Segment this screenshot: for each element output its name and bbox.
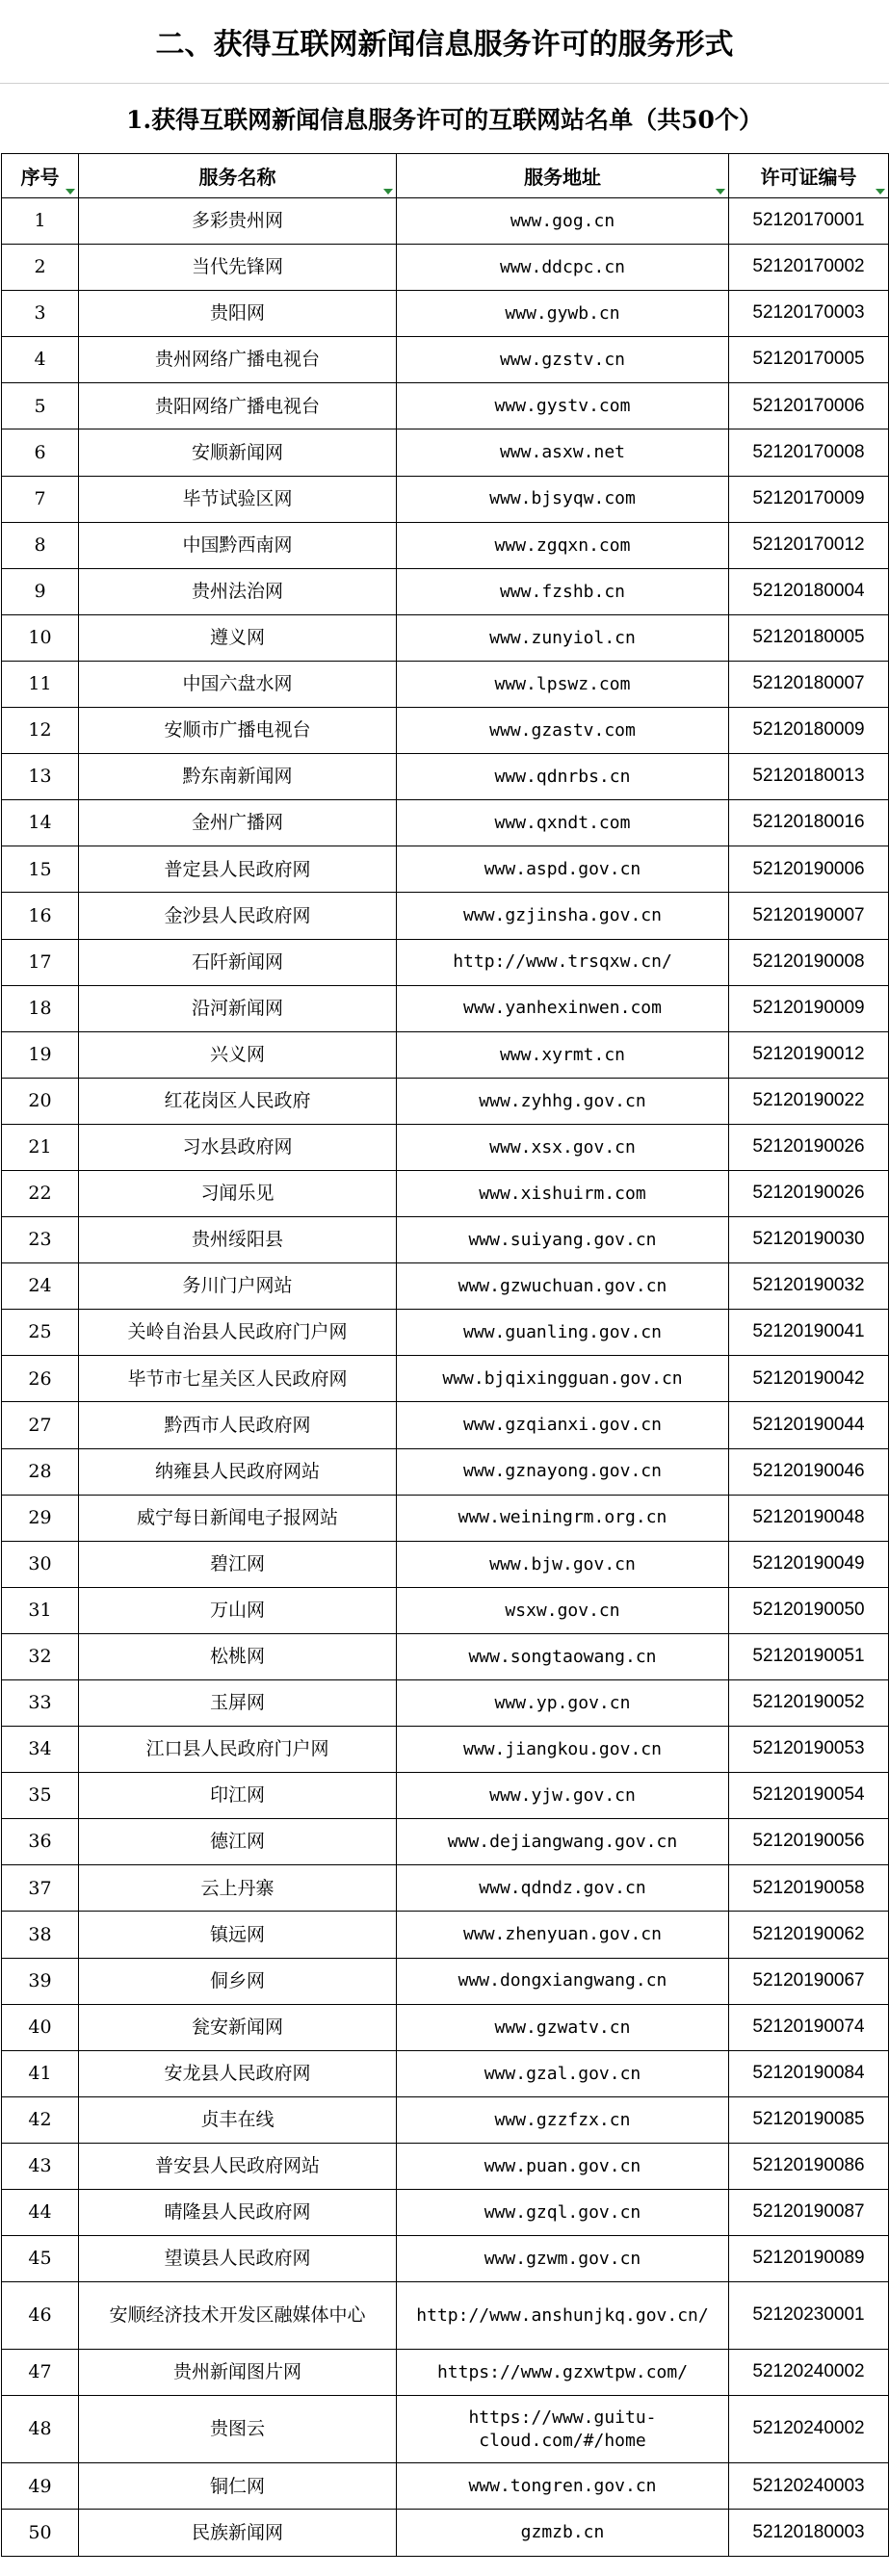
cell-service-name: 威宁每日新闻电子报网站 — [79, 1495, 397, 1541]
cell-service-name: 务川门户网站 — [79, 1263, 397, 1310]
table-row — [2, 291, 889, 337]
cell-license-number: 52120180005 — [729, 614, 889, 661]
cell-index: 29 — [2, 1495, 79, 1541]
cell-license-number: 52120170002 — [729, 245, 889, 291]
cell-license-number: 52120190056 — [729, 1819, 889, 1865]
cell-service-name: 民族新闻网 — [79, 2510, 397, 2556]
cell-license-number: 52120180016 — [729, 800, 889, 846]
cell-index: 42 — [2, 2096, 79, 2143]
table-row — [2, 2004, 889, 2050]
table-row — [2, 893, 889, 939]
section-title: 二、获得互联网新闻信息服务许可的服务形式 — [0, 0, 889, 84]
table-row — [2, 1495, 889, 1541]
cell-license-number: 52120180013 — [729, 754, 889, 800]
cell-index: 2 — [2, 245, 79, 291]
cell-license-number: 52120190046 — [729, 1448, 889, 1495]
cell-index: 14 — [2, 800, 79, 846]
header-service-address[interactable] — [397, 154, 729, 198]
cell-license-number: 52120230001 — [729, 2282, 889, 2350]
cell-index: 23 — [2, 1217, 79, 1263]
cell-index: 8 — [2, 522, 79, 568]
cell-license-number: 52120190026 — [729, 1170, 889, 1216]
cell-license-number: 52120180009 — [729, 708, 889, 754]
cell-service-address: www.jiangkou.gov.cn — [397, 1727, 729, 1773]
cell-service-address: www.tongren.gov.cn — [397, 2463, 729, 2510]
cell-service-name: 当代先锋网 — [79, 245, 397, 291]
cell-service-address: www.gzwuchuan.gov.cn — [397, 1263, 729, 1310]
table-row — [2, 1541, 889, 1587]
cell-service-address: www.lpswz.com — [397, 661, 729, 707]
cell-service-name: 中国黔西南网 — [79, 522, 397, 568]
cell-service-name: 贵州绥阳县 — [79, 1217, 397, 1263]
cell-license-number: 52120170006 — [729, 383, 889, 429]
cell-service-name: 万山网 — [79, 1587, 397, 1633]
cell-license-number: 52120170008 — [729, 429, 889, 476]
cell-service-address: http://www.trsqxw.cn/ — [397, 939, 729, 985]
cell-service-address: www.gznayong.gov.cn — [397, 1448, 729, 1495]
cell-index: 22 — [2, 1170, 79, 1216]
cell-service-name: 中国六盘水网 — [79, 661, 397, 707]
table-row — [2, 1217, 889, 1263]
cell-service-name: 安顺经济技术开发区融媒体中心 — [79, 2282, 397, 2350]
table-row — [2, 2143, 889, 2189]
cell-license-number: 52120190067 — [729, 1958, 889, 2004]
table-row — [2, 800, 889, 846]
cell-license-number: 52120190086 — [729, 2143, 889, 2189]
cell-license-number: 52120170012 — [729, 522, 889, 568]
cell-service-address: www.gystv.com — [397, 383, 729, 429]
cell-service-name: 安顺市广播电视台 — [79, 708, 397, 754]
cell-service-address: www.gzwatv.cn — [397, 2004, 729, 2050]
cell-index: 50 — [2, 2510, 79, 2556]
cell-license-number: 52120180004 — [729, 568, 889, 614]
cell-service-address: www.gzal.gov.cn — [397, 2050, 729, 2096]
cell-service-address: www.xsx.gov.cn — [397, 1124, 729, 1170]
cell-license-number: 52120190006 — [729, 846, 889, 893]
cell-service-name: 侗乡网 — [79, 1958, 397, 2004]
cell-index: 46 — [2, 2282, 79, 2350]
cell-license-number: 52120240002 — [729, 2396, 889, 2463]
cell-index: 44 — [2, 2190, 79, 2236]
cell-service-address: www.gzql.gov.cn — [397, 2190, 729, 2236]
cell-index: 34 — [2, 1727, 79, 1773]
cell-index: 13 — [2, 754, 79, 800]
table-row — [2, 1124, 889, 1170]
cell-license-number: 52120190041 — [729, 1310, 889, 1356]
table-row — [2, 661, 889, 707]
cell-service-address: www.zgqxn.com — [397, 522, 729, 568]
cell-service-name: 印江网 — [79, 1773, 397, 1819]
cell-service-address: www.gog.cn — [397, 198, 729, 245]
cell-service-address: www.zhenyuan.gov.cn — [397, 1912, 729, 1958]
cell-license-number: 52120170005 — [729, 337, 889, 383]
cell-license-number: 52120180003 — [729, 2510, 889, 2556]
cell-index: 19 — [2, 1031, 79, 1078]
table-row — [2, 2282, 889, 2350]
cell-license-number: 52120190058 — [729, 1865, 889, 1912]
table-row — [2, 1448, 889, 1495]
cell-service-name: 多彩贵州网 — [79, 198, 397, 245]
cell-service-name: 习闻乐见 — [79, 1170, 397, 1216]
table-row — [2, 1958, 889, 2004]
table-row — [2, 383, 889, 429]
cell-index: 33 — [2, 1680, 79, 1727]
cell-service-name: 金沙县人民政府网 — [79, 893, 397, 939]
cell-service-address: www.aspd.gov.cn — [397, 846, 729, 893]
cell-service-address: www.gzqianxi.gov.cn — [397, 1402, 729, 1448]
cell-service-address: www.yp.gov.cn — [397, 1680, 729, 1727]
cell-service-name: 关岭自治县人民政府门户网 — [79, 1310, 397, 1356]
table-row — [2, 2190, 889, 2236]
table-row — [2, 522, 889, 568]
cell-service-name: 云上丹寨 — [79, 1865, 397, 1912]
cell-service-address: www.qxndt.com — [397, 800, 729, 846]
cell-service-address: www.guanling.gov.cn — [397, 1310, 729, 1356]
cell-service-address: www.xyrmt.cn — [397, 1031, 729, 1078]
cell-index: 20 — [2, 1078, 79, 1124]
cell-license-number: 52120190032 — [729, 1263, 889, 1310]
cell-license-number: 52120190085 — [729, 2096, 889, 2143]
cell-service-name: 望谟县人民政府网 — [79, 2236, 397, 2282]
cell-service-address: www.gywb.cn — [397, 291, 729, 337]
table-row — [2, 1680, 889, 1727]
cell-license-number: 52120190053 — [729, 1727, 889, 1773]
cell-service-address: www.suiyang.gov.cn — [397, 1217, 729, 1263]
cell-service-address: www.puan.gov.cn — [397, 2143, 729, 2189]
cell-license-number: 52120190089 — [729, 2236, 889, 2282]
cell-service-address: www.bjw.gov.cn — [397, 1541, 729, 1587]
filter-dropdown-icon[interactable] — [716, 189, 725, 195]
cell-service-address: www.bjqixingguan.gov.cn — [397, 1356, 729, 1402]
cell-license-number: 52120190044 — [729, 1402, 889, 1448]
cell-index: 49 — [2, 2463, 79, 2510]
cell-index: 31 — [2, 1587, 79, 1633]
cell-service-address: www.xishuirm.com — [397, 1170, 729, 1216]
cell-service-name: 习水县政府网 — [79, 1124, 397, 1170]
cell-service-name: 红花岗区人民政府 — [79, 1078, 397, 1124]
table-row — [2, 1310, 889, 1356]
cell-index: 18 — [2, 985, 79, 1031]
cell-license-number: 52120190087 — [729, 2190, 889, 2236]
cell-index: 15 — [2, 846, 79, 893]
cell-service-name: 碧江网 — [79, 1541, 397, 1587]
cell-index: 30 — [2, 1541, 79, 1587]
header-service-name-label: 服务名称 — [198, 166, 276, 189]
cell-service-name: 遵义网 — [79, 614, 397, 661]
table-row — [2, 1170, 889, 1216]
cell-index: 41 — [2, 2050, 79, 2096]
cell-index: 38 — [2, 1912, 79, 1958]
cell-service-name: 镇远网 — [79, 1912, 397, 1958]
table-row — [2, 1633, 889, 1679]
cell-license-number: 52120190048 — [729, 1495, 889, 1541]
cell-index: 9 — [2, 568, 79, 614]
table-row — [2, 1356, 889, 1402]
cell-service-name: 毕节试验区网 — [79, 476, 397, 522]
cell-service-name: 贞丰在线 — [79, 2096, 397, 2143]
cell-index: 39 — [2, 1958, 79, 2004]
cell-service-name: 普定县人民政府网 — [79, 846, 397, 893]
cell-license-number: 52120190074 — [729, 2004, 889, 2050]
cell-service-name: 沿河新闻网 — [79, 985, 397, 1031]
cell-license-number: 52120190009 — [729, 985, 889, 1031]
cell-index: 37 — [2, 1865, 79, 1912]
cell-service-address: www.dongxiangwang.cn — [397, 1958, 729, 2004]
cell-license-number: 52120190042 — [729, 1356, 889, 1402]
cell-service-name: 安顺新闻网 — [79, 429, 397, 476]
cell-index: 35 — [2, 1773, 79, 1819]
cell-service-name: 贵图云 — [79, 2396, 397, 2463]
cell-service-name: 贵州新闻图片网 — [79, 2350, 397, 2396]
cell-index: 45 — [2, 2236, 79, 2282]
header-service-address-label: 服务地址 — [524, 166, 601, 189]
table-row — [2, 2350, 889, 2396]
list-title: 1.获得互联网新闻信息服务许可的互联网站名单（共50个） — [126, 106, 763, 134]
table-row — [2, 1031, 889, 1078]
cell-license-number: 52120190051 — [729, 1633, 889, 1679]
filter-dropdown-icon[interactable] — [383, 189, 393, 195]
cell-license-number: 52120190084 — [729, 2050, 889, 2096]
cell-service-address: www.asxw.net — [397, 429, 729, 476]
cell-license-number: 52120190062 — [729, 1912, 889, 1958]
cell-service-name: 江口县人民政府门户网 — [79, 1727, 397, 1773]
cell-service-address: www.qdndz.gov.cn — [397, 1865, 729, 1912]
cell-service-address: www.ddcpc.cn — [397, 245, 729, 291]
cell-license-number: 52120240002 — [729, 2350, 889, 2396]
table-row — [2, 846, 889, 893]
cell-service-name: 安龙县人民政府网 — [79, 2050, 397, 2096]
cell-service-address: www.gzjinsha.gov.cn — [397, 893, 729, 939]
cell-service-address: www.gzwm.gov.cn — [397, 2236, 729, 2282]
table-row — [2, 614, 889, 661]
cell-index: 17 — [2, 939, 79, 985]
cell-service-name: 德江网 — [79, 1819, 397, 1865]
cell-service-name: 铜仁网 — [79, 2463, 397, 2510]
cell-license-number: 52120190030 — [729, 1217, 889, 1263]
header-index-label: 序号 — [20, 166, 60, 189]
cell-service-address: gzmzb.cn — [397, 2510, 729, 2556]
cell-license-number: 52120190026 — [729, 1124, 889, 1170]
header-service-name[interactable] — [79, 154, 397, 198]
cell-service-name: 贵州法治网 — [79, 568, 397, 614]
cell-service-address: www.dejiangwang.gov.cn — [397, 1819, 729, 1865]
table-row — [2, 429, 889, 476]
cell-service-address: www.gzzfzx.cn — [397, 2096, 729, 2143]
cell-license-number: 52120190050 — [729, 1587, 889, 1633]
cell-service-name: 金州广播网 — [79, 800, 397, 846]
cell-service-name: 毕节市七星关区人民政府网 — [79, 1356, 397, 1402]
cell-license-number: 52120190007 — [729, 893, 889, 939]
table-row — [2, 1263, 889, 1310]
cell-index: 43 — [2, 2143, 79, 2189]
cell-index: 10 — [2, 614, 79, 661]
cell-service-address: www.zunyiol.cn — [397, 614, 729, 661]
cell-license-number: 52120170003 — [729, 291, 889, 337]
cell-index: 5 — [2, 383, 79, 429]
cell-service-address: www.weiningrm.org.cn — [397, 1495, 729, 1541]
cell-service-address: https://www.guitu-cloud.com/#/home — [397, 2396, 729, 2463]
table-row — [2, 1402, 889, 1448]
table-row — [2, 476, 889, 522]
table-row — [2, 2096, 889, 2143]
cell-index: 1 — [2, 198, 79, 245]
cell-service-name: 贵州网络广播电视台 — [79, 337, 397, 383]
cell-index: 7 — [2, 476, 79, 522]
cell-service-name: 贵阳网 — [79, 291, 397, 337]
cell-service-address: www.gzastv.com — [397, 708, 729, 754]
header-license-number[interactable] — [729, 154, 889, 198]
cell-license-number: 52120190012 — [729, 1031, 889, 1078]
table-row — [2, 1078, 889, 1124]
table-row — [2, 2236, 889, 2282]
header-license-number-label: 许可证编号 — [760, 166, 857, 189]
cell-license-number: 52120240003 — [729, 2463, 889, 2510]
cell-license-number: 52120170009 — [729, 476, 889, 522]
cell-service-address: www.yjw.gov.cn — [397, 1773, 729, 1819]
cell-service-name: 瓮安新闻网 — [79, 2004, 397, 2050]
cell-service-address: wsxw.gov.cn — [397, 1587, 729, 1633]
cell-index: 48 — [2, 2396, 79, 2463]
table-row — [2, 1912, 889, 1958]
table-header-row — [2, 154, 889, 198]
cell-service-name: 贵阳网络广播电视台 — [79, 383, 397, 429]
cell-license-number: 52120180007 — [729, 661, 889, 707]
table-row — [2, 2510, 889, 2556]
filter-dropdown-icon[interactable] — [65, 189, 75, 195]
cell-service-name: 普安县人民政府网站 — [79, 2143, 397, 2189]
website-list-table — [1, 153, 889, 2557]
filter-dropdown-icon[interactable] — [876, 189, 885, 195]
cell-service-name: 黔西市人民政府网 — [79, 1402, 397, 1448]
cell-service-address: http://www.anshunjkq.gov.cn/ — [397, 2282, 729, 2350]
cell-service-address: www.gzstv.cn — [397, 337, 729, 383]
table-row — [2, 1865, 889, 1912]
cell-service-name: 纳雍县人民政府网站 — [79, 1448, 397, 1495]
cell-index: 47 — [2, 2350, 79, 2396]
cell-service-name: 晴隆县人民政府网 — [79, 2190, 397, 2236]
table-body — [2, 198, 889, 2557]
cell-service-address: www.fzshb.cn — [397, 568, 729, 614]
cell-service-name: 兴义网 — [79, 1031, 397, 1078]
table-row — [2, 245, 889, 291]
table-row — [2, 2396, 889, 2463]
table-row — [2, 568, 889, 614]
cell-index: 36 — [2, 1819, 79, 1865]
cell-license-number: 52120190052 — [729, 1680, 889, 1727]
cell-index: 28 — [2, 1448, 79, 1495]
cell-index: 27 — [2, 1402, 79, 1448]
cell-index: 25 — [2, 1310, 79, 1356]
cell-service-address: www.qdnrbs.cn — [397, 754, 729, 800]
cell-service-address: https://www.gzxwtpw.com/ — [397, 2350, 729, 2396]
table-row — [2, 939, 889, 985]
cell-service-address: www.songtaowang.cn — [397, 1633, 729, 1679]
cell-index: 6 — [2, 429, 79, 476]
table-row — [2, 1819, 889, 1865]
cell-index: 16 — [2, 893, 79, 939]
cell-service-name: 松桃网 — [79, 1633, 397, 1679]
cell-service-name: 黔东南新闻网 — [79, 754, 397, 800]
cell-index: 4 — [2, 337, 79, 383]
table-row — [2, 2463, 889, 2510]
table-row — [2, 1587, 889, 1633]
cell-index: 3 — [2, 291, 79, 337]
cell-service-name: 石阡新闻网 — [79, 939, 397, 985]
table-row — [2, 1727, 889, 1773]
table-row — [2, 198, 889, 245]
cell-service-address: www.yanhexinwen.com — [397, 985, 729, 1031]
cell-license-number: 52120190022 — [729, 1078, 889, 1124]
cell-index: 11 — [2, 661, 79, 707]
cell-index: 24 — [2, 1263, 79, 1310]
table-row — [2, 1773, 889, 1819]
cell-license-number: 52120190049 — [729, 1541, 889, 1587]
cell-service-address: www.bjsyqw.com — [397, 476, 729, 522]
table-row — [2, 754, 889, 800]
cell-index: 12 — [2, 708, 79, 754]
table-row — [2, 708, 889, 754]
cell-license-number: 52120190054 — [729, 1773, 889, 1819]
cell-index: 26 — [2, 1356, 79, 1402]
cell-license-number: 52120170001 — [729, 198, 889, 245]
table-row — [2, 2050, 889, 2096]
header-index[interactable] — [2, 154, 79, 198]
table-row — [2, 985, 889, 1031]
table-row — [2, 337, 889, 383]
cell-index: 32 — [2, 1633, 79, 1679]
cell-index: 21 — [2, 1124, 79, 1170]
cell-index: 40 — [2, 2004, 79, 2050]
cell-service-address: www.zyhhg.gov.cn — [397, 1078, 729, 1124]
cell-service-name: 玉屏网 — [79, 1680, 397, 1727]
cell-license-number: 52120190008 — [729, 939, 889, 985]
